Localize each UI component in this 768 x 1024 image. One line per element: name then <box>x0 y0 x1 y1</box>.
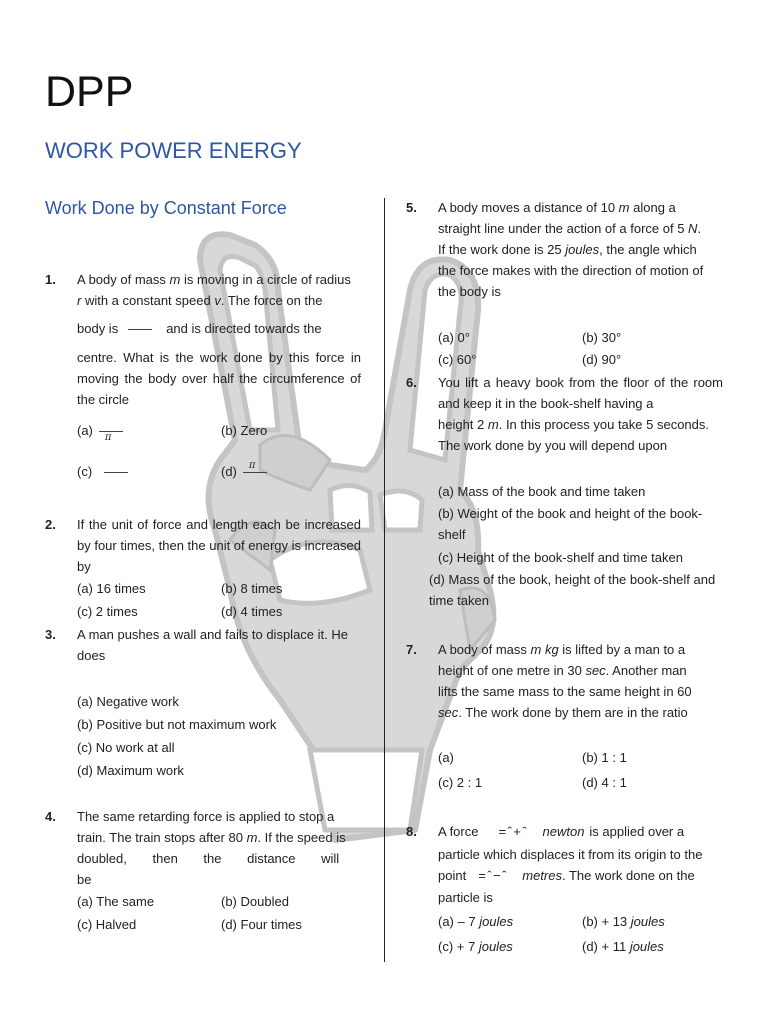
question-3-text: A man pushes a wall and fails to displace it. He does <box>77 627 348 663</box>
question-5-line-3: If the work done is 25 joules, the angle which <box>438 242 697 257</box>
option-c[interactable]: (c) 2 : 1 <box>438 775 483 790</box>
option-d[interactable]: (d) 4 times <box>221 604 283 619</box>
option-d[interactable]: (d) Mass of the book, height of the book-shelf and time taken <box>429 572 716 608</box>
question-2-text: If the unit of force and length each be increased by four times, then the unit of energy is increased by <box>77 517 361 574</box>
question-8-line-1: A force = ̂ + ̂ newton is applied over a <box>438 824 685 839</box>
question-1-text: centre. What is the work done by this force in moving the body over half the circumference of the circle <box>77 350 361 407</box>
question-7-line-4: sec. The work done by them are in the ratio <box>438 705 688 720</box>
question-6-line-1: You lift a heavy book from the floor of the room and keep it in the book-shelf having a <box>438 375 723 411</box>
question-5-text: the force makes with the direction of motion of the body is <box>438 263 704 299</box>
option-b[interactable]: (b) Zero <box>221 423 268 438</box>
question-4-line-2: train. The train stops after 80 m. If the speed is <box>77 830 346 845</box>
option-d[interactable]: (d) 4 : 1 <box>582 775 627 790</box>
option-d[interactable]: (d) 90° <box>582 352 622 367</box>
section-title: Work Done by Constant Force <box>45 198 287 218</box>
question-8-line-3: point = ̂ − ̂ metres. The work done on the <box>438 868 695 883</box>
option-c[interactable]: (c) 2 times <box>77 604 138 619</box>
page-title: DPP <box>45 68 134 116</box>
option-c[interactable]: (c) Halved <box>77 917 137 932</box>
question-7-line-1: A body of mass m kg is lifted by a man to a <box>438 642 686 657</box>
option-d[interactable]: (d) π <box>221 461 267 483</box>
option-c[interactable]: (c) + 7 joules <box>438 939 513 954</box>
option-a[interactable]: (a) – 7 joules <box>438 914 514 929</box>
question-number: 4. <box>45 809 56 824</box>
option-b[interactable]: (b) 30° <box>582 330 622 345</box>
option-b[interactable]: (b) 8 times <box>221 581 283 596</box>
option-d[interactable]: (d) Four times <box>221 917 302 932</box>
option-c[interactable]: (c) <box>77 461 134 482</box>
option-b[interactable]: (b) + 13 joules <box>582 914 665 929</box>
option-b[interactable]: (b) 1 : 1 <box>582 750 627 765</box>
question-4-line-1: The same retarding force is applied to stop a <box>77 809 335 824</box>
question-6-line-2: height 2 m. In this process you take 5 seconds. The work done by you will depend upon <box>438 417 709 453</box>
option-b[interactable]: (b) Weight of the book and height of the book-shelf <box>438 506 703 542</box>
option-b[interactable]: (b) Positive but not maximum work <box>77 717 277 732</box>
question-number: 2. <box>45 517 56 532</box>
question-number: 7. <box>406 642 417 657</box>
option-c[interactable]: (c) No work at all <box>77 740 175 755</box>
question-number: 8. <box>406 824 417 839</box>
page-subtitle: WORK POWER ENERGY <box>45 138 302 163</box>
question-5-line-1: A body moves a distance of 10 m along a <box>438 200 676 215</box>
option-c[interactable]: (c) 60° <box>438 352 477 367</box>
question-number: 3. <box>45 627 56 642</box>
option-a[interactable]: (a) <box>438 750 454 765</box>
question-number: 1. <box>45 272 56 287</box>
option-b[interactable]: (b) Doubled <box>221 894 289 909</box>
option-a[interactable]: (a) Negative work <box>77 694 179 709</box>
option-d[interactable]: (d) Maximum work <box>77 763 184 778</box>
option-a[interactable]: (a) The same <box>77 894 155 909</box>
question-8-line-4: particle is <box>438 890 493 905</box>
question-5-line-2: straight line under the action of a force of 5 N. <box>438 221 702 236</box>
question-4-line-3: doubled, then the distance will be <box>77 851 340 887</box>
question-7-line-2: height of one metre in 30 sec. Another man <box>438 663 687 678</box>
question-number: 5. <box>406 200 417 215</box>
question-1-line-3: body is and is directed towards the <box>77 321 322 336</box>
question-1-line-1: A body of mass m is moving in a circle of radius <box>77 272 351 287</box>
option-a[interactable]: (a) Mass of the book and time taken <box>438 484 646 499</box>
option-a[interactable]: (a) 0° <box>438 330 470 345</box>
question-7-line-3: lifts the same mass to the same height in 60 <box>438 684 692 699</box>
question-8-line-2: particle which displaces it from its origin to the <box>438 847 703 862</box>
question-number: 6. <box>406 375 417 390</box>
option-c[interactable]: (c) Height of the book-shelf and time taken <box>438 550 683 565</box>
option-a[interactable]: (a) 16 times <box>77 581 146 596</box>
option-d[interactable]: (d) + 11 joules <box>582 939 664 954</box>
question-1-line-2: r with a constant speed v. The force on the <box>77 293 323 308</box>
option-a[interactable]: (a) π <box>77 420 123 442</box>
column-divider <box>384 198 385 962</box>
